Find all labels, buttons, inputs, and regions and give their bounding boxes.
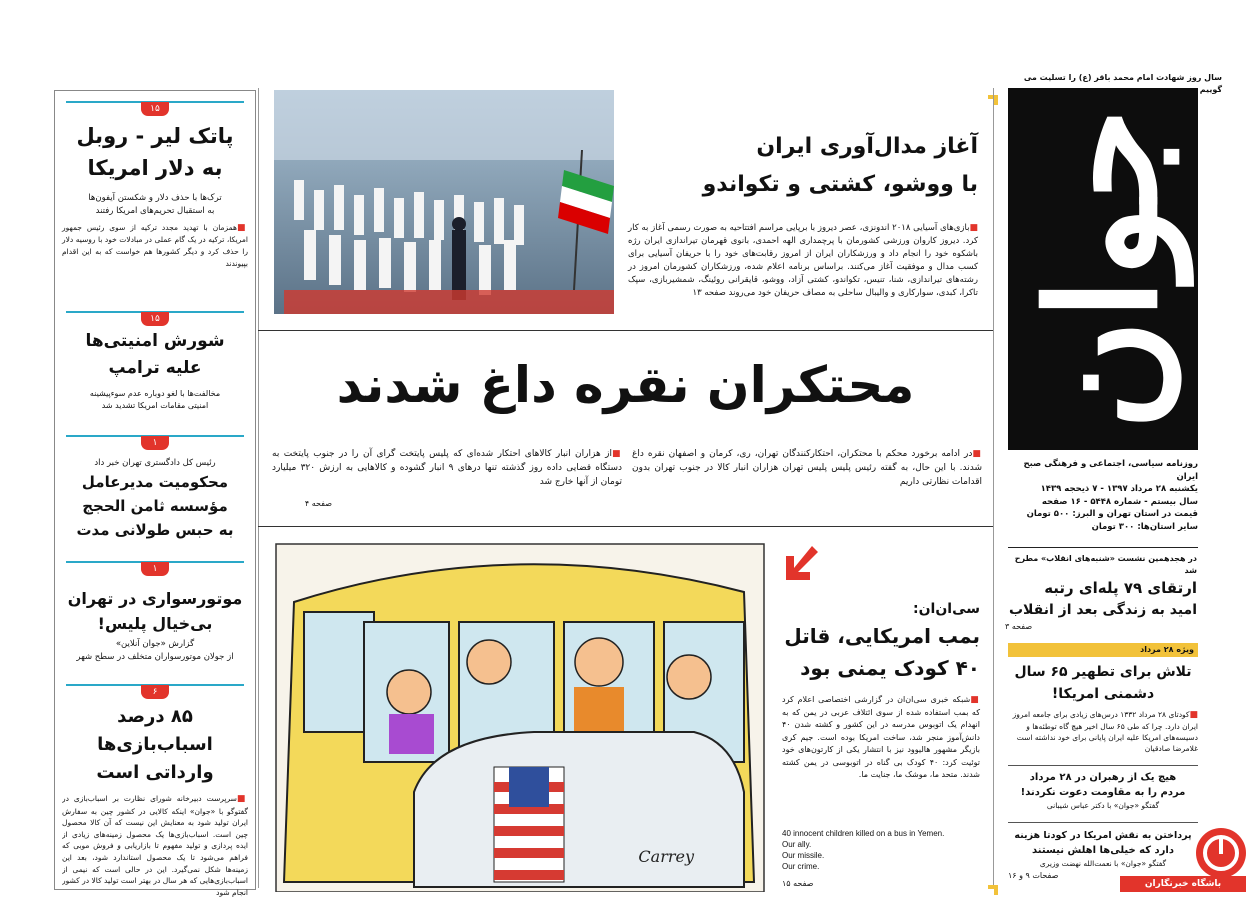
story-title: موتورسواری در تهران — [67, 589, 243, 608]
left-story-1 — [62, 120, 248, 270]
right-story-2 — [1008, 661, 1198, 755]
masthead-info — [1008, 458, 1198, 533]
tag-label: ویژه ۲۸ مرداد — [1008, 643, 1198, 657]
story-title: شورش امنیتی‌ها — [85, 331, 225, 351]
page-badge: ۶ — [141, 685, 169, 699]
byline: گفتگو «جوان» با دکتر عباس شیبانی — [1046, 801, 1160, 810]
page-badge: ۱ — [141, 562, 169, 576]
masthead-slogan: سال روز شهادت امام محمد باقر (ع) را تسلیت می گوییم — [1023, 73, 1222, 94]
story-title: مردم را به مقاومت دعوت نکردند! — [1020, 787, 1186, 798]
byline: گفتگو «جوان» با نعمت‌الله نهضت وزیری — [1039, 859, 1167, 868]
page-badge: ۱ — [141, 436, 169, 450]
bullet-square-icon: ■ — [611, 449, 622, 459]
body-text: بازی‌های آسیایی ۲۰۱۸ اندونزی، عصر دیروز با برپایی مراسم افتتاحیه به صورت رسمی آغاز به کار کرد. دیروز کاروان ورزشی کشورمان با پرچمداری الهه احمدی، بانوی قهرمان تیراندازی ایران رژه باشکوه خود را انجام داد و ورزشکاران ایران از امروز رقابت‌های خود را با حریفان آسیایی برای کسب مدال و موفقیت آغاز می‌کنند. براساس برنامه اعلام شده، ورزشکاران کشورمان امروز در رشته‌های تیراندازی، شنا، تنیس، تکواندو، کشتی آزاد، ووشو، قایقرانی روئینگ، شمشیربازی، سپک تاکرا، کبدی، سوارکاری و والیبال ساحلی به مصاف حریفان خود می‌روند — [628, 223, 978, 298]
story-title: به حبس طولانی مدت — [76, 521, 234, 539]
cnn-body — [782, 694, 980, 782]
info-line: روزنامه سیاسی، اجتماعی و فرهنگی صبح ایران — [1023, 459, 1198, 482]
story-title: امید به زندگی بعد از انقلاب — [1008, 602, 1197, 618]
info-line: یکشنبه ۲۸ مرداد ۱۳۹۷ - ۷ ذیحجه ۱۴۳۹ — [1040, 484, 1198, 494]
page-ref: صفحه ۳ — [1005, 622, 1033, 631]
story-title: وارداتی است — [96, 762, 214, 783]
page-ref: صفحات ۹ و ۱۶ — [1008, 871, 1059, 880]
info-line: سایر استان‌ها: ۳۰۰ تومان — [1091, 521, 1198, 532]
story-title: ۸۵ درصد اسباب‌بازی‌ها — [97, 706, 213, 755]
watermark-site: باشگاه خبرنگاران — [1120, 876, 1246, 892]
page-badge: ۱۵ — [141, 312, 169, 326]
bullet-square-icon: ■ — [1189, 710, 1198, 720]
bullet-square-icon: ■ — [236, 794, 248, 804]
story-title: ارتقای ۷۹ پله‌ای رتبه — [1044, 579, 1197, 597]
watermark-logo-icon — [1196, 828, 1246, 878]
cartoon-illustration — [274, 542, 766, 892]
parade-photo-illustration — [274, 90, 614, 314]
story-title: دشمنی امریکا! — [1051, 686, 1155, 702]
svg-text:Carrey: Carrey — [638, 847, 694, 866]
divider — [1008, 765, 1198, 766]
red-diagonal-arrow-icon — [782, 542, 822, 582]
story-title: پاتک لیر - روبل — [76, 124, 234, 148]
column-divider — [258, 88, 259, 888]
story-title: پرداختن به نقش امریکا در کودتا هزینه — [1014, 830, 1192, 841]
divider — [258, 330, 993, 331]
main-headline: محتکران نقره داغ شدند — [336, 356, 915, 414]
bullet-square-icon: ■ — [972, 449, 982, 459]
story-kicker: در هجدهمین نشست «شنبه‌های انقلاب» مطرح شد — [1014, 554, 1197, 575]
divider — [1008, 822, 1198, 823]
story-title: هیچ یک از رهبران در ۲۸ مرداد — [1029, 772, 1177, 783]
logo-text: جوان — [1015, 107, 1191, 431]
left-story-3 — [62, 456, 248, 542]
story-title: تلاش برای تطهیر ۶۵ سال — [1014, 664, 1192, 680]
us-flag-icon — [494, 767, 564, 882]
bullet-square-icon: ■ — [970, 695, 980, 705]
column-divider — [993, 88, 994, 888]
asian-games-photo — [274, 90, 614, 314]
left-story-2 — [62, 328, 248, 412]
page-ref: صفحه ۱۳ — [692, 288, 726, 298]
story-title: علیه ترامپ — [108, 358, 202, 378]
left-story-4 — [62, 586, 248, 664]
left-story-5 — [62, 703, 248, 911]
info-line: قیمت در استان تهران و البرز: ۵۰۰ تومان — [1026, 509, 1198, 519]
byline: غلامرضا صادقیان — [1144, 744, 1198, 753]
story-body — [62, 793, 248, 911]
caption-line: Our missile. — [782, 851, 825, 860]
story-sub: ترک‌ها با حذف دلار و شکستن آیفون‌ها — [88, 193, 222, 203]
story-body — [62, 222, 248, 270]
masthead-logo — [1008, 88, 1198, 450]
story-title: دارد که خیلی‌ها اهلش نیستند — [1032, 845, 1174, 856]
story-sub: مخالفت‌ها با لغو دوباره عدم سوءپیشینه — [89, 389, 221, 398]
cnn-title: ۴۰ کودک یمنی بود — [800, 656, 980, 680]
yellow-corner-icon — [988, 880, 998, 890]
cartoon-caption — [782, 828, 980, 872]
story-title: محکومیت مدیرعامل — [81, 473, 229, 491]
top-story-body — [628, 222, 978, 300]
main-story-body-left — [272, 447, 622, 489]
right-story-1 — [1005, 553, 1197, 633]
story-body — [1008, 709, 1198, 743]
body-text: شبکه خبری سی‌ان‌ان در گزارشی اختصاصی اعلام کرد که بمب استفاده شده از سوی ائتلاف عربی در یمن که به انهدام یک اتوبوس مدرسه در این کشور و کشته شدن ۴۰ دانش‌آموز منجر شد، ساخت امریکا بوده است. جیم کری بازیگر مشهور هالیوود نیز با انتشار یکی از کارتون‌های خود توئیت کرد: ۴۰ کودک بی گناه در اتوبوسی در یمن کشته شدند. متحد ما، موشک ما، جنایت ما. — [782, 695, 980, 779]
story-sub: امنیتی مقامات امریکا تشدید شد — [101, 401, 209, 410]
story-sub: به استقبال تحریم‌های امریکا رفتند — [95, 206, 215, 216]
story-title: بی‌خیال پلیس! — [97, 614, 213, 633]
page-badge: ۱۵ — [141, 102, 169, 116]
story-sub: گزارش «جوان آنلاین» — [115, 639, 195, 649]
body-text: از هزاران انبار کالاهای احتکار شده‌ای که پلیس پایتخت گرای آن را در جنوب پایتخت به دستگاه قضایی داده روز گذشته تنها درهای ۹ انبار گشوده و کالاهایی به ارزش ۳۲۰ میلیارد تومان از آنها خارج شد — [272, 449, 623, 487]
divider — [1008, 547, 1198, 548]
main-story-body-right — [632, 447, 982, 489]
caption-line: 40 innocent children killed on a bus in Yemen. — [782, 829, 945, 838]
cnn-story — [782, 598, 980, 782]
story-title: به دلار امریکا — [87, 156, 223, 180]
top-story-title: آغاز مدال‌آوری ایران — [756, 134, 978, 159]
body-text: در ادامه برخورد محکم با محتکران، احتکارکنندگان تهران، ری، کرمان و اصفهان نقره داغ شدند. با این حال، به گفته رئیس پلیس پلیس تهران هزاران انبار کالا در جنوب تهران بدون اقدامات نظارتی داریم — [632, 449, 982, 487]
body-text: کودتای ۲۸ مرداد ۱۳۳۲ درس‌های زیادی برای جامعه امروز ایران دارد. چرا که طی ۶۵ سال اخیر هیچ گاه توطئه‌ها و دسیسه‌های امریکا علیه ایران پایانی برای خود نداشته است — [1012, 710, 1198, 742]
cnn-title: بمب امریکایی، قاتل — [784, 624, 980, 648]
body-text: همزمان با تهدید مجدد ترکیه از سوی رئیس جمهور امریکا، ترکیه در یک گام عملی در مبادلات خود با روسیه دلار را حذف کرد و دیگر کشورها هم خواست که به این اقدام بپیوندند — [62, 223, 248, 268]
caption-line: Our crime. — [782, 862, 820, 871]
story-sub: از جولان موتورسواران متخلف در سطح شهر — [76, 652, 234, 662]
info-line: سال بیستم - شماره ۵۴۴۸ - ۱۶ صفحه — [1041, 496, 1198, 507]
body-text: سرپرست دبیرخانه شورای نظارت بر اسباب‌بازی در گفتوگو با «جوان» اینکه کالایی در کشور چین به سفارش ایران تولید شود به معنایش این نیست که آن کالا محصول چین است. اسباب‌بازی‌ها یک محصول زمینه‌های زیادی از ایده پردازی و تولید مفهوم تا بازاریابی و فروش موبی که فراهم می‌شود تا یک محصول استاندارد شود، بعد این زمینه‌ها شکل نمی‌گیرد. این در حالی است که نیمی از اسباب‌بازی‌هایی که هر سال در بهتر است تولید کالا در کشور انجام شود — [62, 794, 248, 897]
cnn-source: سی‌ان‌ان: — [912, 601, 980, 617]
story-title: مؤسسه ثامن الحجج — [82, 497, 228, 515]
page-ref: صفحه ۱۵ — [782, 879, 814, 888]
top-story-title: با ووشو، کشتی و تکواندو — [702, 172, 978, 197]
page-ref: صفحه ۴ — [304, 499, 332, 508]
bullet-square-icon: ■ — [236, 223, 248, 233]
caption-line: Our ally. — [782, 840, 812, 849]
bullet-square-icon: ■ — [969, 223, 978, 233]
right-story-4 — [1008, 828, 1198, 882]
right-story-3 — [1008, 770, 1198, 812]
divider — [258, 526, 993, 527]
bus-cartoon — [274, 542, 766, 892]
top-story — [628, 128, 978, 300]
story-kicker: رئیس کل دادگستری تهران خبر داد — [94, 458, 216, 468]
